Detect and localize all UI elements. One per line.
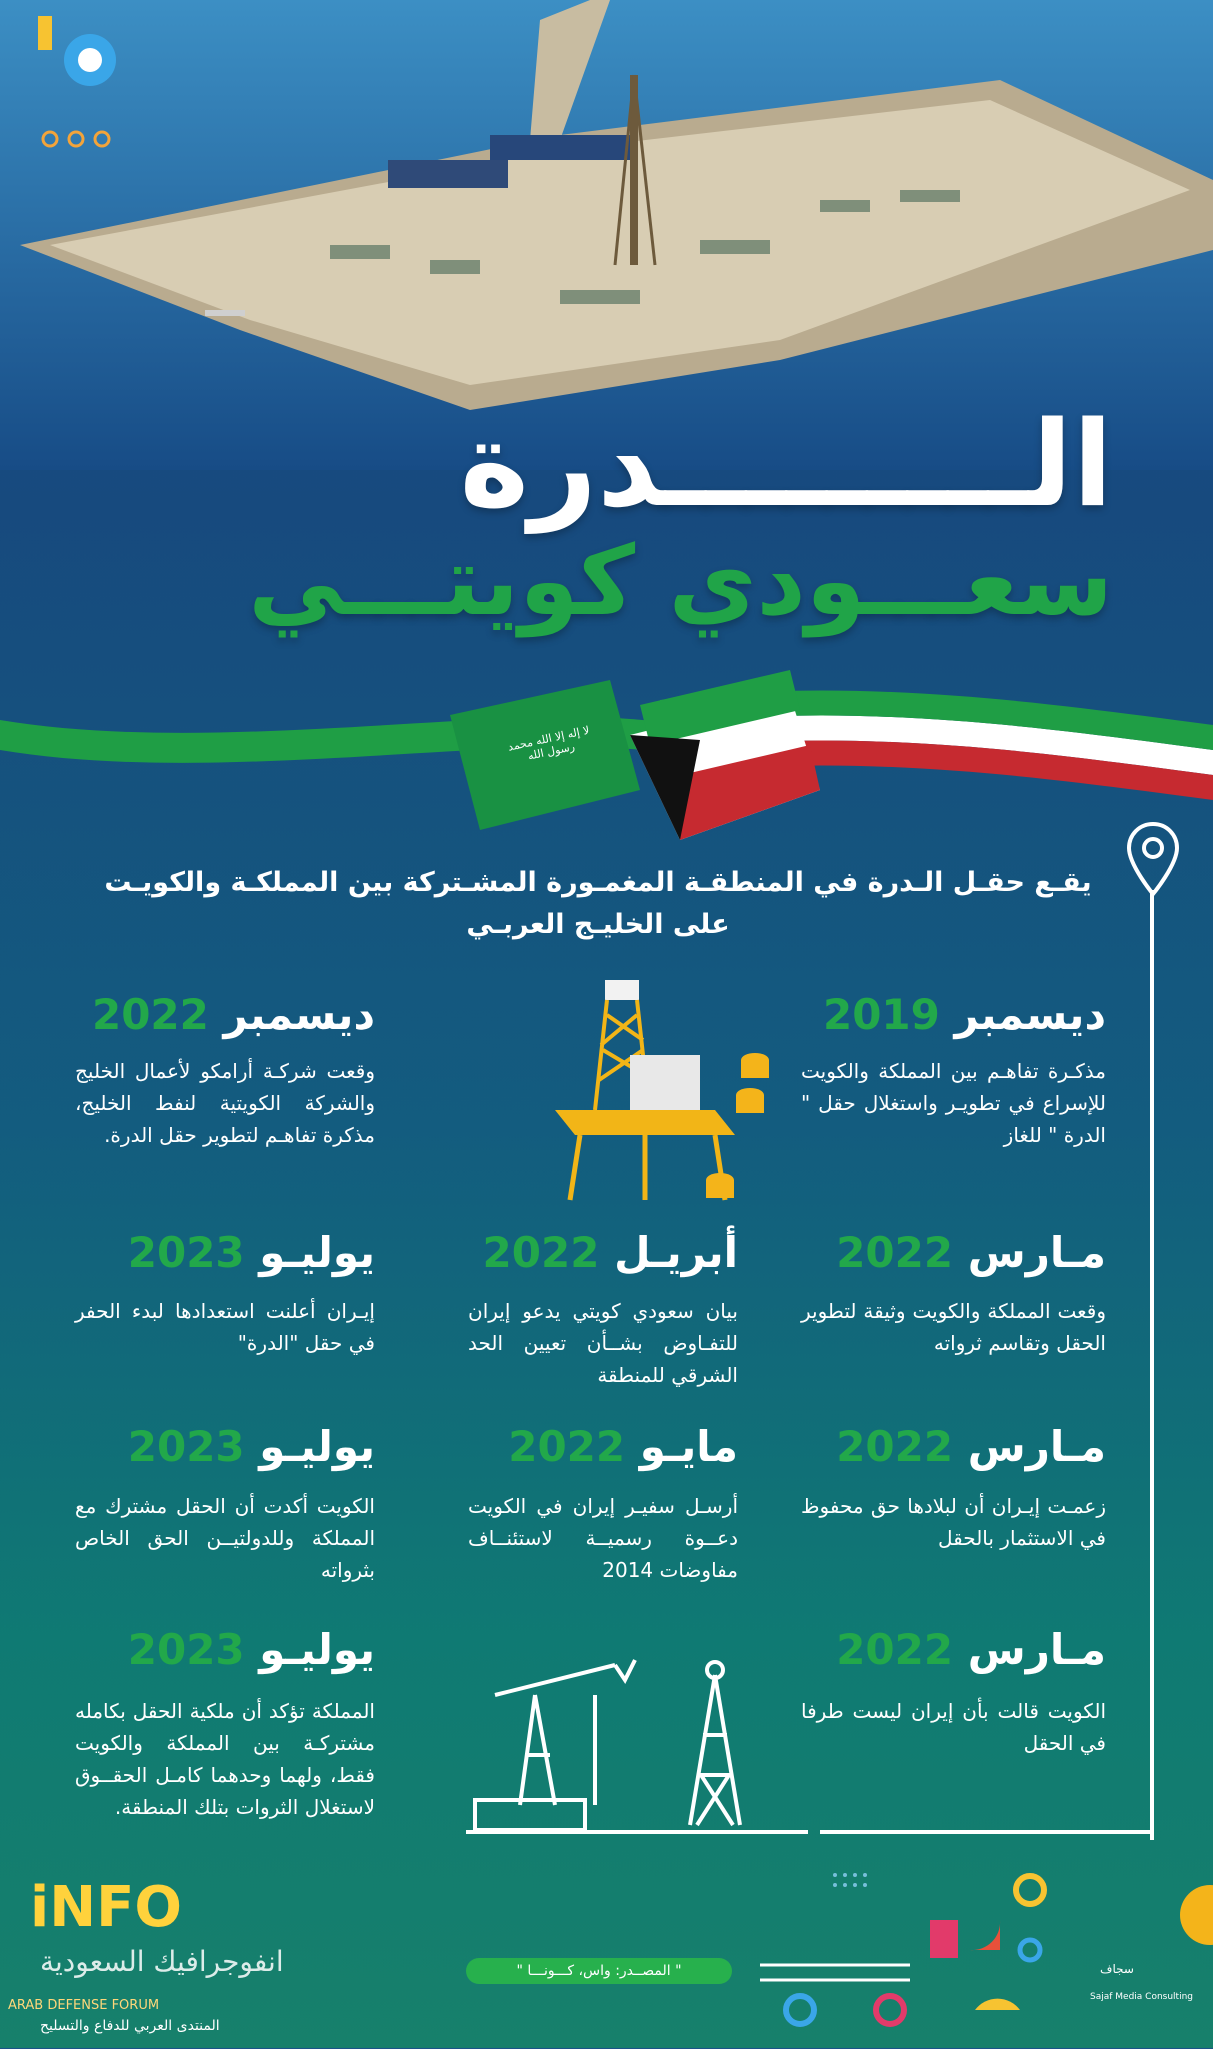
timeline-date-1: ديسمبر 2022 bbox=[91, 990, 375, 1039]
source-badge: " المصــدر: واس، كـــونـــا " bbox=[466, 1958, 732, 1984]
timeline-date-4: يوليـو 2023 bbox=[127, 1228, 375, 1277]
pumpjack-outline-illustration bbox=[465, 1655, 795, 1835]
timeline-text-5: زعمـت إيـران أن لبلادها حق محفوظ في الاستثمار بالحقل bbox=[801, 1494, 1106, 1550]
page-title: الـــــــــدرة bbox=[459, 395, 1113, 533]
timeline-text-9: المملكة تؤكد أن ملكية الحقل بكامله مشتركـة بين المملكة والكويت فقط، ولهما وحدهما كامـل الحقــوق لاستغلال الثروات بتلك المنطقة. bbox=[75, 1699, 375, 1819]
decorative-shapes bbox=[760, 1860, 1080, 2045]
timeline-text-0: مذكـرة تفاهـم بين المملكة والكويت للإسراع في تطويـر واستغلال حقل " الدرة " للغاز bbox=[801, 1059, 1106, 1147]
brand-info-logo: iNFO bbox=[30, 1875, 182, 1940]
brand-logo-top bbox=[20, 10, 120, 140]
brand-arabic-name: انفوجرافيك السعودية bbox=[40, 1945, 284, 1978]
flag-ribbon bbox=[0, 650, 1213, 850]
watermark-english: ARAB DEFENSE FORUM bbox=[8, 1998, 160, 2013]
timeline-date-8: مـارس 2022 bbox=[836, 1625, 1106, 1674]
timeline-date-2: مـارس 2022 bbox=[836, 1228, 1106, 1277]
sun-icon bbox=[1170, 1880, 1213, 1950]
timeline-date-6: مايـو 2022 bbox=[508, 1422, 738, 1471]
timeline-text-3: بيان سعودي كويتي يدعو إيران للتفـاوض بشــأن تعيين الحد الشرقي للمنطقة bbox=[468, 1299, 738, 1387]
intro-text: يقـع حقـل الـدرة في المنطقـة المغمـورة المشـتركة بين المملكـة والكويـت على الخليـج العربـي bbox=[104, 867, 1092, 940]
page-subtitle: سعـــودي كويتـــي bbox=[248, 525, 1113, 637]
timeline-text-8: الكويت قالت بأن إيران ليست طرفا في الحقل bbox=[801, 1699, 1106, 1755]
timeline-text-6: أرسـل سفيـر إيران في الكويت دعــوة رسميــة لاستئنــاف مفاوضات 2014 bbox=[468, 1494, 738, 1582]
watermark-arabic: المنتدى العربي للدفاع والتسليح bbox=[40, 2018, 220, 2034]
timeline-text-4: إيـران أعلنت استعدادها لبدء الحفر في حقل "الدرة" bbox=[75, 1299, 375, 1355]
location-pin-icon bbox=[1125, 820, 1181, 900]
timeline-text-2: وقعت المملكة والكويت وثيقة لتطوير الحقل وتقاسم ثرواته bbox=[801, 1299, 1106, 1355]
timeline-date-0: ديسمبر 2019 bbox=[822, 990, 1106, 1039]
timeline-text-7: الكويت أكدت أن الحقل مشترك مع المملكة وللدولتيــن الحق الخاص بثرواته bbox=[75, 1494, 375, 1582]
agency-english-name: Sajaf Media Consulting bbox=[1090, 1992, 1193, 2002]
timeline-vertical-line bbox=[1150, 890, 1154, 1840]
timeline-date-3: أبريـل 2022 bbox=[482, 1228, 738, 1277]
agency-arabic-name: سجاف bbox=[1100, 1962, 1134, 1976]
timeline-date-9: يوليـو 2023 bbox=[127, 1625, 375, 1674]
saudi-flag-text: لا إله إلا الله محمد رسول الله bbox=[506, 723, 591, 763]
timeline-base-line-right bbox=[820, 1830, 1154, 1834]
timeline-text-1: وقعت شركـة أرامكو لأعمال الخليج والشركة الكويتية لنفط الخليج، مذكرة تفاهـم لتطوير حقل الدرة. bbox=[75, 1059, 375, 1147]
oil-rig-illustration bbox=[535, 970, 775, 1220]
timeline-date-5: مـارس 2022 bbox=[836, 1422, 1106, 1471]
timeline-date-7: يوليـو 2023 bbox=[127, 1422, 375, 1471]
